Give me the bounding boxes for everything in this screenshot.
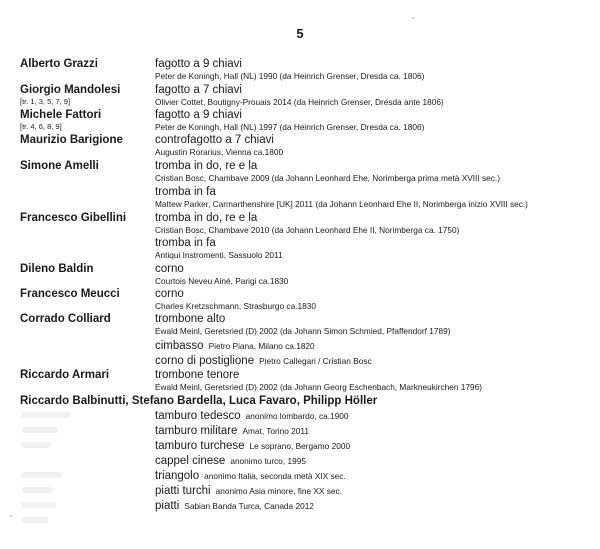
instrument-name: tamburo turchese (155, 440, 245, 452)
performer-name: Giorgio Mandolesi (20, 84, 121, 96)
instrument-maker: Amat, Torino 2011 (242, 426, 310, 436)
instrument-name: corno (155, 263, 184, 275)
percussion-item (155, 485, 342, 498)
percussion-item (155, 455, 306, 468)
paper-speck (10, 515, 12, 517)
performer-name: Francesco Gibellini (20, 212, 127, 224)
instrument-maker: Charles Kretzschmann, Strasburgo ca.1830 (155, 301, 316, 311)
instrument-maker: Ewald Meinl, Geretsried (D) 2002 (da Johann Simon Schmied, Pfaffendorf 1789) (155, 326, 451, 336)
instrument-name: trombone tenore (155, 369, 240, 381)
performer-name: Dileno Baldin (20, 263, 94, 275)
instrument-name: trombone alto (155, 313, 226, 325)
page-number: 5 (296, 26, 304, 41)
instrument-name: piatti turchi (155, 485, 211, 497)
instrument-name: fagotto a 9 chiavi (155, 58, 242, 70)
instrument-maker: Olivier Cottet, Boutigny-Prouais 2014 (da Heinrich Grenser, Dresda ante 1806) (155, 97, 444, 107)
instrument-maker: Mattew Parker, Carmarthenshire [UK] 2011 (da Johann Leonhard Ehe II, Norimberga inizio XVIII sec.) (155, 199, 528, 209)
instrument-name: fagotto a 9 chiavi (155, 109, 242, 121)
instrument-maker: Pietro Piana, Milano ca.1820 (208, 341, 315, 351)
performer-name: Michele Fattori (20, 109, 102, 121)
performer-name: Riccardo Armari (20, 369, 110, 381)
performer-name: Alberto Grazzi (20, 58, 98, 70)
instrument-maker: Le soprano, Bergamo 2000 (249, 441, 351, 451)
percussion-item (155, 425, 309, 438)
instrument-name: tromba in fa (155, 186, 216, 198)
paper-show-through (22, 442, 50, 448)
instrument-name: triangolo (155, 470, 200, 482)
percussion-players: Riccardo Balbinutti, Stefano Bardella, Luca Favaro, Philipp Höller (20, 395, 378, 407)
instrument-maker: Augustin Rorarius, Vienna ca.1800 (155, 147, 284, 157)
instrument-row (155, 355, 372, 368)
instrument-maker: Ewald Meinl, Geretsried (D) 2002 (da Johann Georg Eschenbach, Markneukirchen 1796) (155, 382, 482, 392)
instrument-name: cappel cinese (155, 455, 226, 467)
instrument-name: tamburo militare (155, 425, 238, 437)
instrument-maker: Cristian Bosc, Chambave 2010 (da Johann Leonhard Ehe II, Norimberga ca. 1750) (155, 225, 460, 235)
instrument-maker: anonimo Asia minore, fine XX sec. (215, 486, 342, 496)
instrument-name: controfagotto a 7 chiavi (155, 134, 274, 146)
instrument-maker: anonimo Italia, seconda metà XIX sec. (204, 471, 346, 481)
percussion-item (155, 440, 350, 453)
instrument-name: tromba in do, re e la (155, 212, 258, 224)
paper-show-through (22, 472, 62, 478)
instrument-maker: Courtois Neveu Ainé, Parigi ca.1830 (155, 276, 289, 286)
paper-show-through (22, 412, 70, 418)
instrument-maker: Cristian Bosc, Chambave 2009 (da Johann Leonhard Ehe, Norimberga prima metà XVIII sec.) (155, 173, 500, 183)
paper-speck (412, 17, 414, 19)
paper-show-through (22, 487, 52, 493)
instrument-name: cimbasso (155, 340, 204, 352)
instrument-maker: Peter de Koningh, Hall (NL) 1990 (da Heinrich Grenser, Dresda ca. 1806) (155, 71, 425, 81)
instrument-maker: anonimo lombardo, ca.1900 (245, 411, 349, 421)
paper-show-through (22, 502, 56, 508)
instrument-name: fagotto a 7 chiavi (155, 84, 242, 96)
instrument-maker: Pietro Callegari / Cristian Bosc (259, 356, 372, 366)
instrument-name: corno di postiglione (155, 355, 255, 367)
percussion-item (155, 410, 349, 423)
performer-name: Francesco Meucci (20, 288, 120, 300)
paper-show-through (22, 517, 48, 523)
track-note: [tr. 4, 6, 8, 9] (20, 122, 62, 131)
instrument-maker: Sabian Banda Turca, Canada 2012 (184, 501, 314, 511)
instrument-name: tromba in fa (155, 237, 216, 249)
instrument-name: tromba in do, re e la (155, 160, 258, 172)
track-note: [tr. 1, 3, 5, 7, 9] (20, 97, 71, 106)
percussion-item (155, 500, 314, 513)
instrument-maker: Peter de Koningh, Hall (NL) 1997 (da Heinrich Grenser, Dresda ca. 1806) (155, 122, 425, 132)
performer-name: Corrado Colliard (20, 313, 111, 325)
performer-name: Simone Amelli (20, 160, 99, 172)
instrument-maker: Antiqui Instromenti, Sassuolo 2011 (155, 250, 283, 260)
instrument-name: tamburo tedesco (155, 410, 241, 422)
instrument-name: corno (155, 288, 184, 300)
instrument-name: piatti (155, 500, 180, 512)
percussion-item (155, 470, 346, 483)
performer-name: Maurizio Barigione (20, 134, 123, 146)
instrument-maker: anonimo turco, 1995 (230, 456, 306, 466)
paper-show-through (22, 427, 58, 433)
instrument-row (155, 340, 315, 353)
